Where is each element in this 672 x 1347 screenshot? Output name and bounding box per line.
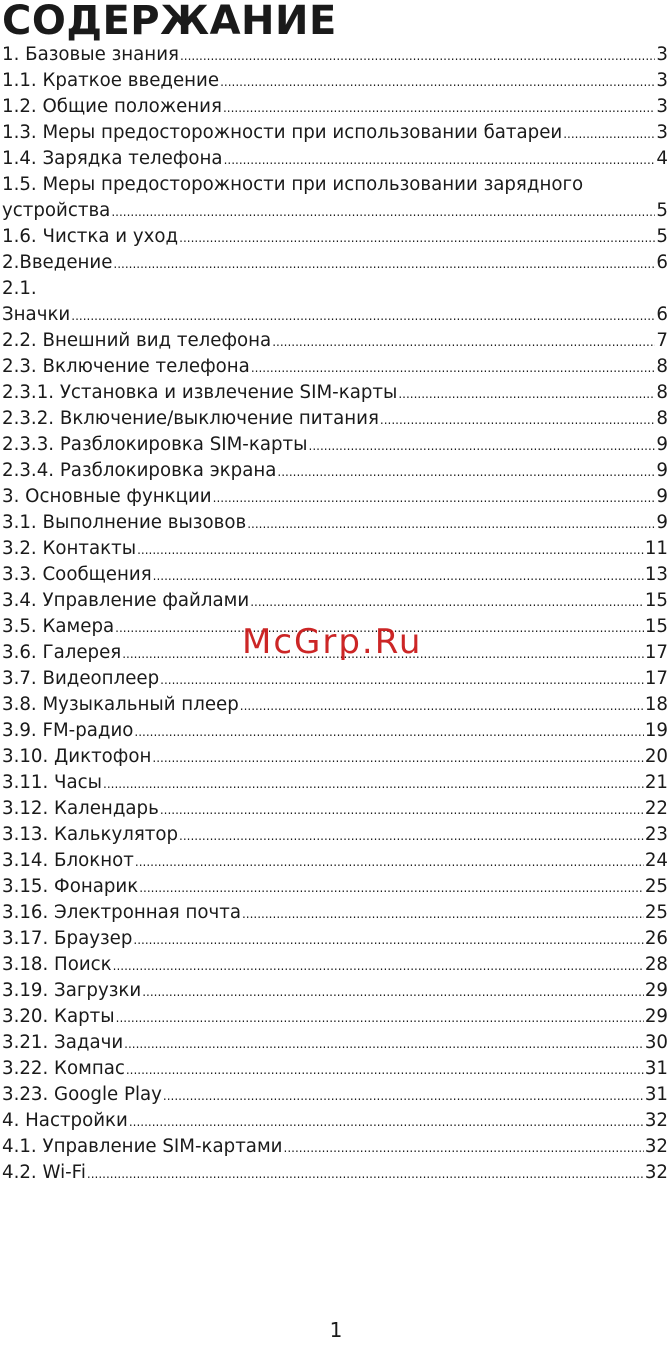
toc-entry-label: 3.10. Диктофон	[2, 746, 152, 767]
toc-entry-label: 3.8. Музыкальный плеер	[2, 694, 239, 715]
dot-leader	[220, 69, 655, 94]
dot-leader	[113, 251, 655, 276]
toc-entry	[2, 770, 668, 796]
toc-entry-page: 6	[656, 304, 668, 325]
dot-leader	[272, 329, 655, 354]
dot-leader	[160, 667, 644, 692]
toc-entry-page: 17	[644, 642, 668, 663]
toc-entry-page: 22	[644, 798, 668, 819]
toc-entry-label: 1.4. Зарядка телефона	[2, 148, 223, 169]
toc-entry	[2, 484, 668, 510]
dot-leader	[160, 797, 644, 822]
toc-entry	[2, 744, 668, 770]
dot-leader	[213, 485, 656, 510]
toc-entry	[2, 510, 668, 536]
dot-leader	[103, 771, 644, 796]
toc-entry-label: 1.6. Чистка и уход	[2, 226, 179, 247]
toc-entry	[2, 120, 668, 146]
toc-entry-label: 3.15. Фонарик	[2, 876, 139, 897]
toc-entry	[2, 666, 668, 692]
page-title: СОДЕРЖАНИЕ	[2, 0, 337, 44]
toc-entry	[2, 458, 668, 484]
toc-entry-label: 3.22. Компас	[2, 1058, 125, 1079]
toc-entry-label: 3.11. Часы	[2, 772, 103, 793]
dot-leader	[180, 43, 655, 68]
toc-entry	[2, 848, 668, 874]
toc-entry-page: 3	[656, 70, 668, 91]
toc-entry-label: 2.3.2. Включение/выключение питания	[2, 408, 379, 429]
toc-entry-label: 1.1. Краткое введение	[2, 70, 220, 91]
dot-leader	[126, 1057, 644, 1082]
toc-entry	[2, 718, 668, 744]
toc-entry-page: 26	[644, 928, 668, 949]
dot-leader	[113, 953, 644, 978]
dot-leader	[277, 459, 655, 484]
toc-entry	[2, 198, 668, 224]
dot-leader	[284, 1135, 644, 1160]
toc-entry-page: 9	[656, 460, 668, 481]
toc-entry-label: 3.14. Блокнот	[2, 850, 134, 871]
toc-entry-page: 20	[644, 746, 668, 767]
toc-entry-page: 6	[656, 252, 668, 273]
toc-entry-page: 8	[656, 382, 668, 403]
toc-entry-page: 23	[644, 824, 668, 845]
dot-leader	[116, 1005, 644, 1030]
toc-entry-label: 3.18. Поиск	[2, 954, 112, 975]
toc-entry	[2, 406, 668, 432]
toc-entry-label: 4.1. Управление SIM-картами	[2, 1136, 283, 1157]
toc-entry-page: 9	[656, 434, 668, 455]
toc-entry-page: 9	[656, 512, 668, 533]
toc-entry	[2, 42, 668, 68]
toc-entry-page: 9	[656, 486, 668, 507]
toc-entry	[2, 1056, 668, 1082]
toc-entry-label: 3.1. Выполнение вызовов	[2, 512, 247, 533]
toc-entry-label: 3.5. Камера	[2, 616, 115, 637]
table-of-contents	[2, 42, 668, 1186]
toc-entry-label: 3.21. Задачи	[2, 1032, 124, 1053]
toc-entry-label: 2.3. Включение телефона	[2, 356, 250, 377]
toc-entry-label: 2.1.	[2, 278, 37, 299]
toc-entry-label: 3.20. Карты	[2, 1006, 115, 1027]
dot-leader	[223, 95, 655, 120]
toc-entry-label: 3.4. Управление файлами	[2, 590, 250, 611]
toc-entry-label: 2.Введение	[2, 252, 113, 273]
watermark: McGrp.Ru	[242, 622, 423, 662]
toc-entry-label: 3.9. FM-радио	[2, 720, 134, 741]
dot-leader	[135, 849, 644, 874]
toc-entry-page: 32	[644, 1162, 668, 1183]
toc-entry	[2, 302, 668, 328]
toc-entry-page: 30	[644, 1032, 668, 1053]
toc-entry-label: 2.3.3. Разблокировка SIM-карты	[2, 434, 308, 455]
toc-entry-label: 3.23. Google Play	[2, 1084, 162, 1105]
toc-entry	[2, 692, 668, 718]
toc-entry-page: 3	[656, 122, 668, 143]
toc-entry	[2, 1082, 668, 1108]
toc-entry	[2, 432, 668, 458]
toc-entry-page: 28	[644, 954, 668, 975]
toc-entry-label: 1.2. Общие положения	[2, 96, 222, 117]
toc-entry	[2, 978, 668, 1004]
toc-entry	[2, 536, 668, 562]
toc-entry	[2, 172, 668, 198]
toc-entry-page: 31	[644, 1084, 668, 1105]
dot-leader	[142, 979, 644, 1004]
toc-entry-page: 18	[644, 694, 668, 715]
toc-entry-page: 29	[644, 1006, 668, 1027]
dot-leader	[153, 563, 644, 588]
toc-entry-label: 1. Базовые знания	[2, 44, 179, 65]
toc-entry-page: 3	[656, 44, 668, 65]
toc-entry-page: 32	[644, 1110, 668, 1131]
toc-entry-label: 3.13. Калькулятор	[2, 824, 179, 845]
dot-leader	[309, 433, 656, 458]
toc-entry-label: 3.17. Браузер	[2, 928, 133, 949]
toc-entry-page: 32	[644, 1136, 668, 1157]
toc-entry	[2, 354, 668, 380]
toc-entry-page: 25	[644, 876, 668, 897]
toc-entry-page: 29	[644, 980, 668, 1001]
toc-entry-page: 24	[644, 850, 668, 871]
toc-entry-label: 3.19. Загрузки	[2, 980, 142, 1001]
toc-entry	[2, 952, 668, 978]
toc-entry-page: 25	[644, 902, 668, 923]
toc-entry-label: 3.2. Контакты	[2, 538, 137, 559]
toc-entry	[2, 1134, 668, 1160]
dot-leader	[179, 225, 655, 250]
toc-entry-label: 3.7. Видеоплеер	[2, 668, 160, 689]
toc-entry-page: 5	[656, 226, 668, 247]
dot-leader	[247, 511, 655, 536]
dot-leader	[240, 693, 644, 718]
dot-leader	[224, 147, 656, 172]
toc-entry-label: 2.3.1. Установка и извлечение SIM-карты	[2, 382, 398, 403]
dot-leader	[179, 823, 644, 848]
toc-entry-page: 31	[644, 1058, 668, 1079]
dot-leader	[152, 745, 643, 770]
dot-leader	[137, 537, 644, 562]
toc-entry-page: 3	[656, 96, 668, 117]
toc-entry	[2, 822, 668, 848]
dot-leader	[133, 927, 643, 952]
toc-entry-label: 1.3. Меры предосторожности при использовании батареи	[2, 122, 563, 143]
toc-entry-label: 1.5. Меры предосторожности при использовании зарядного	[2, 174, 584, 195]
toc-entry-page: 15	[644, 616, 668, 637]
toc-entry-page: 5	[656, 200, 668, 221]
toc-entry-label: 3.6. Галерея	[2, 642, 122, 663]
toc-entry	[2, 926, 668, 952]
toc-entry	[2, 562, 668, 588]
toc-entry-page: 19	[644, 720, 668, 741]
toc-entry-label: 3.16. Электронная почта	[2, 902, 241, 923]
toc-entry	[2, 874, 668, 900]
dot-leader	[398, 381, 655, 406]
dot-leader	[124, 1031, 644, 1056]
toc-entry-label: 2.2. Внешний вид телефона	[2, 330, 272, 351]
toc-entry-label: 2.3.4. Разблокировка экрана	[2, 460, 277, 481]
dot-leader	[71, 303, 655, 328]
dot-leader	[111, 199, 655, 224]
toc-entry	[2, 380, 668, 406]
dot-leader	[163, 1083, 644, 1108]
toc-entry-label: Значки	[2, 304, 71, 325]
toc-entry	[2, 588, 668, 614]
toc-entry-label: 3.12. Календарь	[2, 798, 159, 819]
toc-entry-page: 11	[644, 538, 668, 559]
toc-entry-page: 15	[644, 590, 668, 611]
dot-leader	[242, 901, 644, 926]
toc-entry	[2, 1108, 668, 1134]
toc-entry	[2, 224, 668, 250]
toc-entry	[2, 1030, 668, 1056]
toc-entry-page: 7	[656, 330, 668, 351]
dot-leader	[139, 875, 644, 900]
dot-leader	[250, 589, 644, 614]
toc-entry	[2, 276, 668, 302]
dot-leader	[87, 1161, 644, 1186]
toc-entry	[2, 1160, 668, 1186]
toc-entry	[2, 796, 668, 822]
toc-entry	[2, 900, 668, 926]
page-number: 1	[329, 1318, 343, 1342]
toc-entry-page: 8	[656, 408, 668, 429]
dot-leader	[380, 407, 656, 432]
toc-entry-label: устройства	[2, 200, 111, 221]
toc-entry	[2, 328, 668, 354]
toc-entry-page: 17	[644, 668, 668, 689]
toc-entry-page: 8	[656, 356, 668, 377]
toc-entry-page: 13	[644, 564, 668, 585]
toc-entry	[2, 250, 668, 276]
toc-entry	[2, 1004, 668, 1030]
toc-entry-label: 4.2. Wi-Fi	[2, 1162, 86, 1183]
toc-entry-label: 4. Настройки	[2, 1110, 128, 1131]
toc-entry	[2, 146, 668, 172]
toc-entry	[2, 94, 668, 120]
toc-entry-label: 3.3. Сообщения	[2, 564, 152, 585]
dot-leader	[129, 1109, 644, 1134]
toc-entry-page: 21	[644, 772, 668, 793]
dot-leader	[251, 355, 656, 380]
toc-entry-label: 3. Основные функции	[2, 486, 212, 507]
toc-entry	[2, 68, 668, 94]
dot-leader	[563, 121, 655, 146]
toc-entry-page: 4	[656, 148, 668, 169]
dot-leader	[134, 719, 643, 744]
